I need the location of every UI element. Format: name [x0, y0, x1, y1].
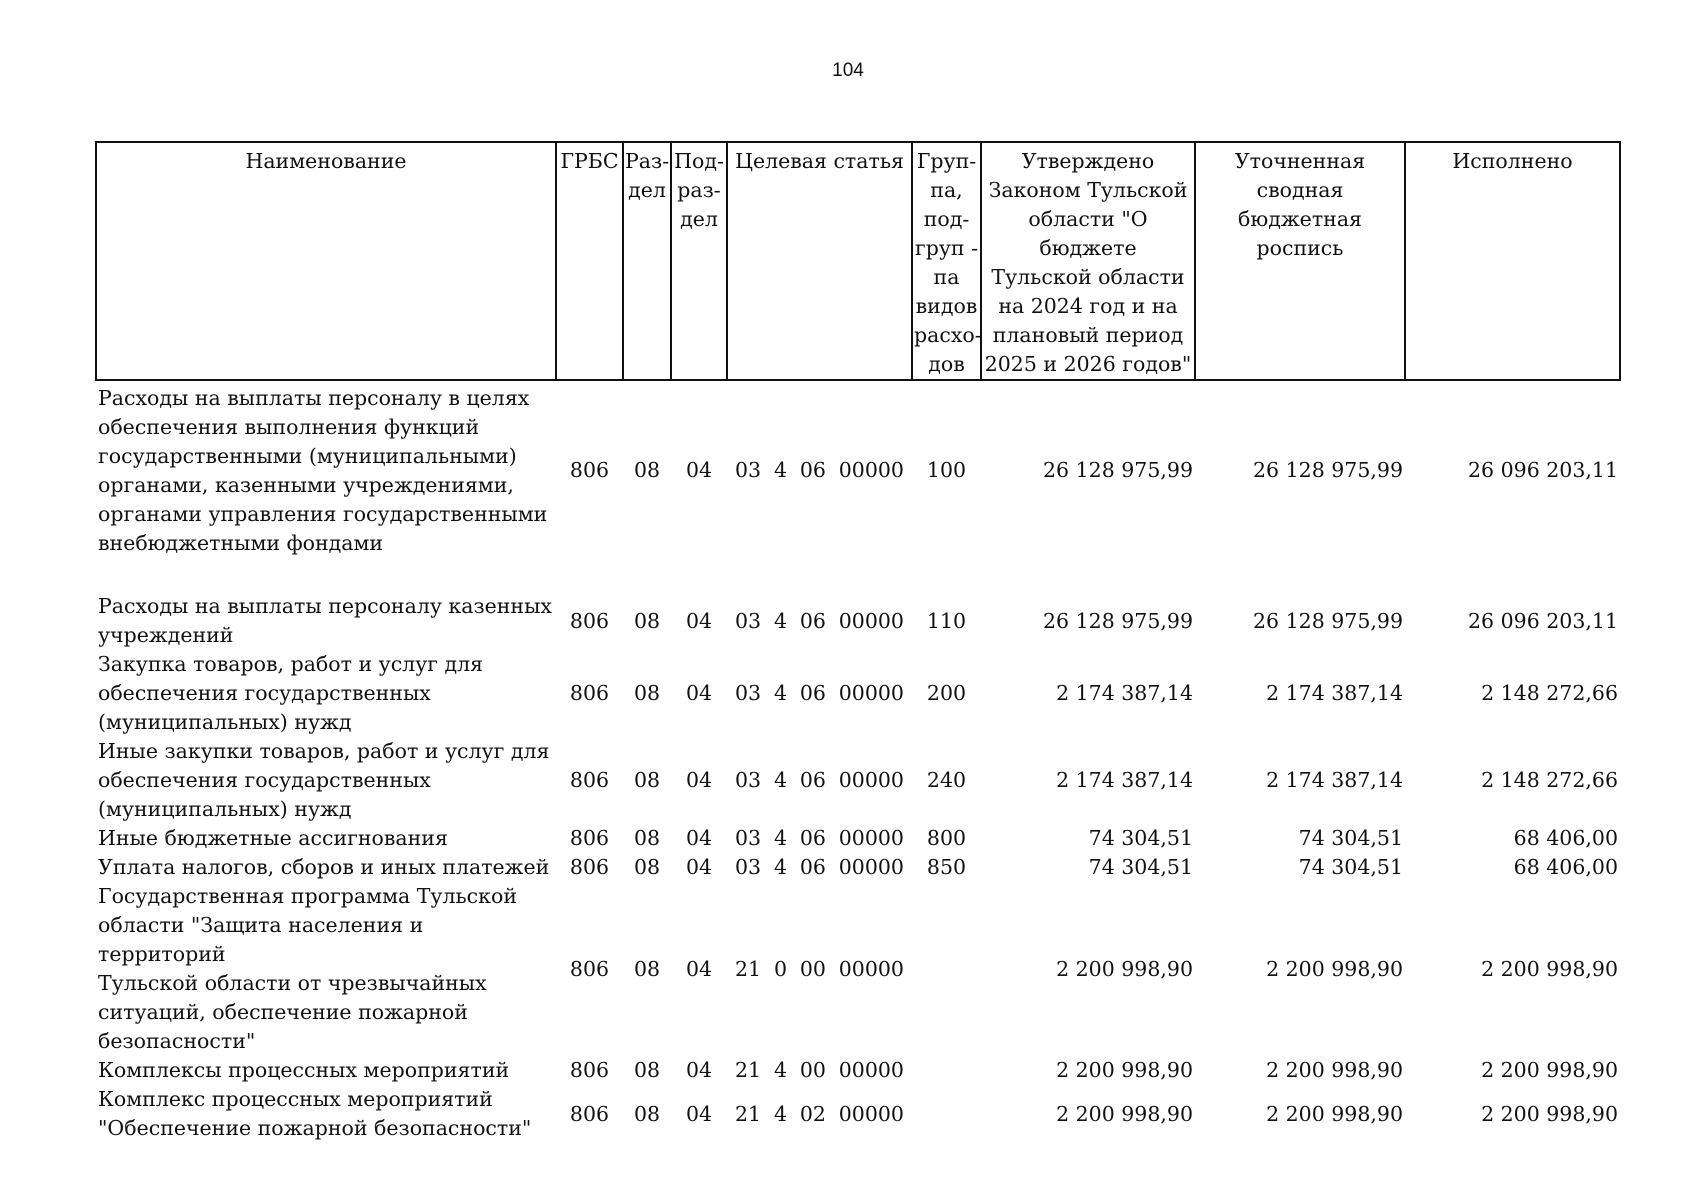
cell-executed: 2 200 998,90: [1481, 1058, 1618, 1082]
cell-podrazdel: 04: [685, 458, 713, 482]
table-row: [96, 380, 1620, 560]
target-type-code: 4: [773, 458, 787, 482]
target-program-code: 03: [735, 681, 762, 705]
target-direction-code: 00000: [838, 826, 904, 850]
table-row: [96, 853, 1620, 882]
cell-approved: 26 128 975,99: [1043, 458, 1193, 482]
target-type-code: 0: [773, 956, 787, 981]
cell-razdel: 08: [633, 681, 661, 705]
table-row: [96, 592, 1620, 650]
cell-target-article: [727, 650, 912, 737]
cell-approved: 2 174 387,14: [1056, 768, 1193, 792]
cell-podrazdel: 04: [685, 855, 713, 879]
target-program-code: 21: [735, 1058, 762, 1082]
cell-target-article: [727, 592, 912, 650]
target-program-code: 21: [735, 956, 762, 981]
cell-grbs: 806: [569, 1058, 610, 1082]
cell-expense-group: 800: [926, 826, 967, 850]
cell-expense-group: 110: [926, 608, 967, 633]
cell-approved: 2 200 998,90: [1056, 1101, 1193, 1126]
cell-podrazdel: 04: [685, 681, 713, 705]
cell-target-article: [727, 882, 912, 1056]
cell-podrazdel: 04: [685, 956, 713, 981]
target-direction-code: 00000: [838, 608, 904, 633]
cell-executed: 68 406,00: [1513, 855, 1618, 879]
cell-grbs: 806: [569, 681, 610, 705]
target-subprogram-code: 06: [799, 826, 826, 850]
target-program-code: 21: [735, 1101, 762, 1126]
cell-executed: 2 200 998,90: [1481, 1101, 1618, 1126]
header-grbs: ГРБС: [556, 142, 623, 380]
header-podrazdel: Под- раз- дел: [671, 142, 727, 380]
cell-razdel: 08: [633, 608, 661, 633]
target-subprogram-code: 06: [799, 458, 826, 482]
header-expense-group: Груп- па, под- груп - па видов расхо- дов: [912, 142, 981, 380]
cell-refined: 2 200 998,90: [1266, 1101, 1403, 1126]
target-type-code: 4: [773, 681, 787, 705]
cell-refined: 2 200 998,90: [1266, 1058, 1403, 1082]
table-row: [96, 737, 1620, 824]
target-direction-code: 00000: [838, 458, 904, 482]
cell-grbs: 806: [569, 608, 610, 633]
table-row: [96, 882, 1620, 1056]
cell-podrazdel: 04: [685, 608, 713, 633]
target-direction-code: 00000: [838, 855, 904, 879]
cell-executed: 2 200 998,90: [1481, 956, 1618, 981]
cell-expense-group: 240: [926, 768, 967, 792]
cell-approved: 2 200 998,90: [1056, 956, 1193, 981]
header-name: Наименование: [96, 142, 556, 380]
cell-refined: 26 128 975,99: [1253, 608, 1403, 633]
target-subprogram-code: 06: [799, 768, 826, 792]
target-program-code: 03: [735, 826, 762, 850]
cell-approved: 74 304,51: [1088, 826, 1193, 850]
cell-name: Комплексы процессных мероприятий: [98, 1058, 510, 1082]
cell-target-article: [727, 1085, 912, 1143]
budget-table: [95, 141, 1621, 1143]
target-subprogram-code: 00: [799, 956, 826, 981]
cell-target-article: [727, 380, 912, 560]
cell-refined: 2 174 387,14: [1266, 768, 1403, 792]
target-subprogram-code: 06: [799, 855, 826, 879]
table-row: [96, 650, 1620, 737]
cell-refined: 2 174 387,14: [1266, 681, 1403, 705]
cell-expense-group: 200: [926, 681, 967, 705]
cell-approved: 74 304,51: [1088, 855, 1193, 879]
target-subprogram-code: 06: [799, 608, 826, 633]
cell-approved: 26 128 975,99: [1043, 608, 1193, 633]
table-row: [96, 824, 1620, 853]
cell-name: Государственная программа Тульской области "Защита населения и территорий Тульской области от чрезвычайных ситуаций, обеспечение пожарной безопасности": [98, 884, 517, 1053]
target-subprogram-code: 00: [799, 1058, 826, 1082]
cell-razdel: 08: [633, 1101, 661, 1126]
target-type-code: 4: [773, 1101, 787, 1126]
target-direction-code: 00000: [838, 1101, 904, 1126]
cell-grbs: 806: [569, 768, 610, 792]
target-type-code: 4: [773, 1058, 787, 1082]
page-number: 104: [832, 60, 864, 81]
cell-expense-group: [912, 1085, 981, 1143]
cell-approved: 2 174 387,14: [1056, 681, 1193, 705]
cell-grbs: 806: [569, 1101, 610, 1126]
target-direction-code: 00000: [838, 768, 904, 792]
header-executed: Исполнено: [1405, 142, 1620, 380]
target-program-code: 03: [735, 855, 762, 879]
cell-grbs: 806: [569, 855, 610, 879]
cell-refined: 26 128 975,99: [1253, 458, 1403, 482]
cell-grbs: 806: [569, 826, 610, 850]
cell-approved: 2 200 998,90: [1056, 1058, 1193, 1082]
cell-expense-group: 850: [926, 855, 967, 879]
target-type-code: 4: [773, 855, 787, 879]
header-razdel: Раз- дел: [623, 142, 671, 380]
target-program-code: 03: [735, 458, 762, 482]
table-header-row: [96, 142, 1620, 380]
cell-target-article: [727, 824, 912, 853]
cell-target-article: [727, 1056, 912, 1085]
cell-podrazdel: 04: [685, 1058, 713, 1082]
target-type-code: 4: [773, 826, 787, 850]
header-refined: Уточненная сводная бюджетная роспись: [1195, 142, 1405, 380]
cell-target-article: [727, 737, 912, 824]
cell-razdel: 08: [633, 768, 661, 792]
cell-expense-group: [912, 1056, 981, 1085]
cell-name: Иные бюджетные ассигнования: [98, 826, 448, 850]
cell-executed: 2 148 272,66: [1481, 768, 1618, 792]
cell-podrazdel: 04: [685, 1101, 713, 1126]
cell-razdel: 08: [633, 1058, 661, 1082]
cell-name: Комплекс процессных мероприятий "Обеспечение пожарной безопасности": [98, 1087, 532, 1140]
cell-podrazdel: 04: [685, 768, 713, 792]
target-type-code: 4: [773, 768, 787, 792]
cell-grbs: 806: [569, 458, 610, 482]
cell-name: Уплата налогов, сборов и иных платежей: [98, 855, 550, 879]
cell-refined: 2 200 998,90: [1266, 956, 1403, 981]
table-row: [96, 1085, 1620, 1143]
header-target-article: Целевая статья: [727, 142, 912, 380]
target-type-code: 4: [773, 608, 787, 633]
target-direction-code: 00000: [838, 681, 904, 705]
header-approved: Утверждено Законом Тульской области "О бюджете Тульской области на 2024 год и на плановый период 2025 и 2026 годов": [981, 142, 1195, 380]
cell-razdel: 08: [633, 956, 661, 981]
target-direction-code: 00000: [838, 1058, 904, 1082]
cell-refined: 74 304,51: [1298, 826, 1403, 850]
cell-name: Закупка товаров, работ и услуг для обеспечения государственных (муниципальных) нужд: [98, 652, 484, 734]
cell-podrazdel: 04: [685, 826, 713, 850]
cell-executed: 26 096 203,11: [1468, 458, 1618, 482]
cell-refined: 74 304,51: [1298, 855, 1403, 879]
cell-razdel: 08: [633, 826, 661, 850]
table-row: [96, 1056, 1620, 1085]
cell-executed: 26 096 203,11: [1468, 608, 1618, 633]
cell-expense-group: [912, 882, 981, 1056]
cell-name: Расходы на выплаты персоналу казенных учреждений: [98, 594, 552, 647]
row-spacer: [96, 560, 1620, 592]
cell-name: Иные закупки товаров, работ и услуг для обеспечения государственных (муниципальных) нужд: [98, 739, 550, 821]
target-program-code: 03: [735, 768, 762, 792]
target-subprogram-code: 06: [799, 681, 826, 705]
target-direction-code: 00000: [838, 956, 904, 981]
cell-executed: 68 406,00: [1513, 826, 1618, 850]
target-program-code: 03: [735, 608, 762, 633]
cell-razdel: 08: [633, 458, 661, 482]
cell-target-article: [727, 853, 912, 882]
cell-grbs: 806: [569, 956, 610, 981]
cell-razdel: 08: [633, 855, 661, 879]
cell-name: Расходы на выплаты персоналу в целях обеспечения выполнения функций государственными (муниципальными) органами, казенными учреждениями, органами управления государственными внебюджетными фондами: [98, 385, 548, 555]
cell-expense-group: 100: [926, 458, 967, 482]
target-subprogram-code: 02: [799, 1101, 826, 1126]
cell-executed: 2 148 272,66: [1481, 681, 1618, 705]
